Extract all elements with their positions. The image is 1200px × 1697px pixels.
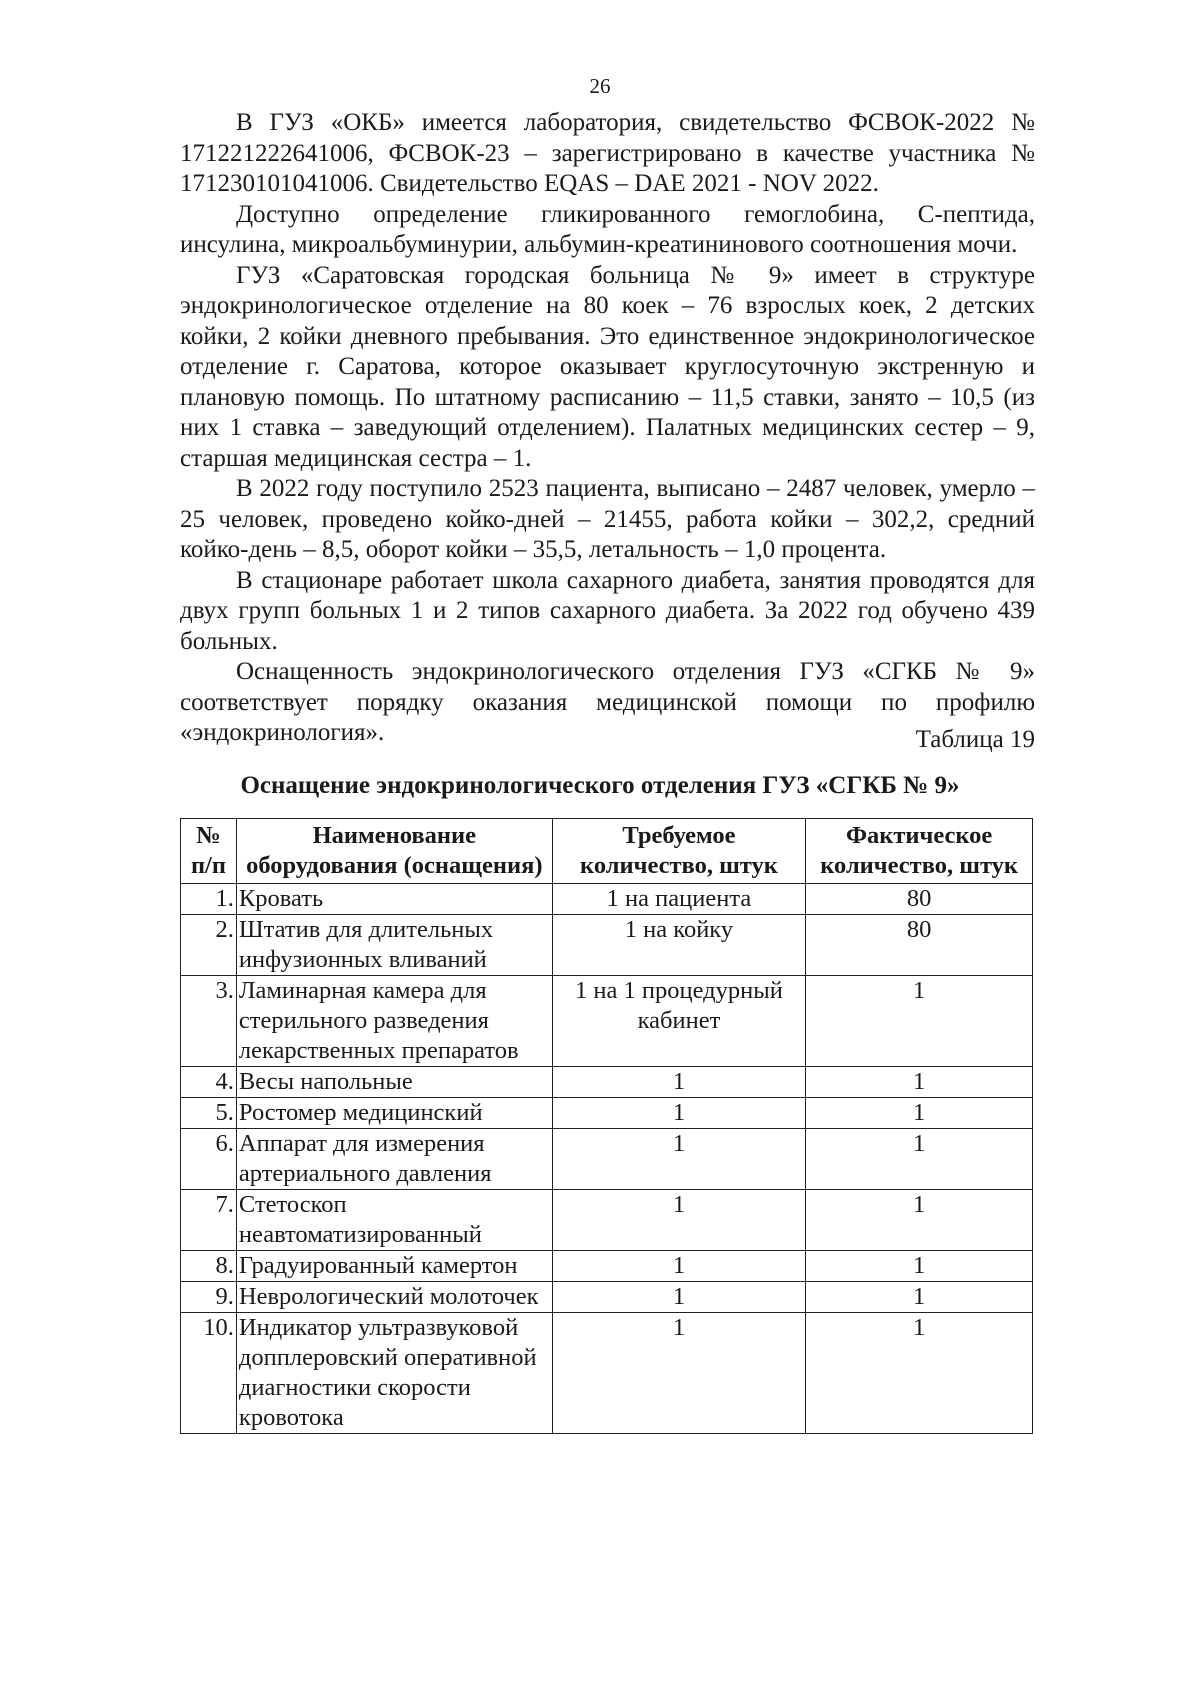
header-actual-quantity: Фактическое количество, штук [806, 819, 1033, 884]
required-quantity: 1 [552, 1067, 806, 1098]
paragraph-statistics: В 2022 году поступило 2523 пациента, выписано – 2487 человек, умерло – 25 человек, проведено койко-дней – 21455, работа койки – 302,2, средний койко-день – 8,5, оборот койки – 35,5, летальность – 1,0 процента. [180, 475, 1035, 563]
required-quantity: 1 [552, 1098, 806, 1129]
actual-quantity: 1 [806, 1067, 1033, 1098]
equipment-name: Весы напольные [236, 1067, 552, 1098]
equipment-name: Неврологический молоточек [236, 1282, 552, 1313]
actual-quantity: 1 [806, 1282, 1033, 1313]
required-quantity: 1 [552, 1129, 806, 1190]
row-number: 8. [181, 1251, 237, 1282]
equipment-table [180, 818, 1033, 1434]
required-quantity: 1 на койку [552, 915, 806, 976]
table-row [181, 1129, 1033, 1190]
table-row [181, 1098, 1033, 1129]
equipment-name: Стетоскоп неавтоматизированный [236, 1190, 552, 1251]
paragraph-hospital-structure: ГУЗ «Саратовская городская больница № 9» имеет в структуре эндокринологическое отделение на 80 коек – 76 взрослых коек, 2 детских койки, 2 койки дневного пребывания. Это единственное эндокринологическое отделение г. Саратова, которое оказывает круглосуточную экстренную и плановую помощь. По штатному расписанию – 11,5 ставки, занято – 10,5 (из них 1 ставка – заведующий отделением). Палатных медицинских сестер – 9, старшая медицинская сестра – 1. [180, 261, 1035, 472]
paragraph-diabetes-school: В стационаре работает школа сахарного диабета, занятия проводятся для двух групп больных 1 и 2 типов сахарного диабета. За 2022 год обучено 439 больных. [180, 566, 1035, 655]
actual-quantity: 1 [806, 1251, 1033, 1282]
equipment-name: Аппарат для измерения артериального давления [236, 1129, 552, 1190]
table-header-row [181, 819, 1033, 884]
actual-quantity: 1 [806, 1129, 1033, 1190]
table-row [181, 884, 1033, 915]
table-row [181, 1067, 1033, 1098]
actual-quantity: 1 [806, 1190, 1033, 1251]
table-title: Оснащение эндокринологического отделения ГУЗ «СГКБ № 9» [240, 772, 960, 799]
required-quantity: 1 на 1 процедурный кабинет [552, 976, 806, 1067]
row-number: 1. [181, 884, 237, 915]
actual-quantity: 80 [806, 884, 1033, 915]
equipment-name: Ростомер медицинский [236, 1098, 552, 1129]
required-quantity: 1 [552, 1251, 806, 1282]
table-row [181, 976, 1033, 1067]
actual-quantity: 1 [806, 976, 1033, 1067]
page-number: 26 [589, 74, 611, 98]
row-number: 9. [181, 1282, 237, 1313]
paragraph-equipment-compliance: Оснащенность эндокринологического отделения ГУЗ «СГКБ № 9» соответствует порядку оказания медицинской помощи по профилю «эндокринология». [180, 658, 1035, 746]
actual-quantity: 1 [806, 1098, 1033, 1129]
actual-quantity: 80 [806, 915, 1033, 976]
table-row [181, 1282, 1033, 1313]
required-quantity: 1 [552, 1282, 806, 1313]
row-number: 10. [181, 1313, 237, 1434]
row-number: 2. [181, 915, 237, 976]
required-quantity: 1 [552, 1313, 806, 1434]
header-equipment-name: Наименование оборудования (оснащения) [236, 819, 552, 884]
equipment-name: Ламинарная камера для стерильного разведения лекарственных препаратов [236, 976, 552, 1067]
actual-quantity: 1 [806, 1313, 1033, 1434]
required-quantity: 1 на пациента [552, 884, 806, 915]
row-number: 5. [181, 1098, 237, 1129]
table-row [181, 1251, 1033, 1282]
required-quantity: 1 [552, 1190, 806, 1251]
body-text [180, 108, 1035, 749]
header-required-quantity: Требуемое количество, штук [552, 819, 806, 884]
equipment-name: Градуированный камертон [236, 1251, 552, 1282]
header-number: № п/п [181, 819, 237, 884]
equipment-name: Кровать [236, 884, 552, 915]
equipment-name: Индикатор ультразвуковой допплеровский оперативной диагностики скорости кровотока [236, 1313, 552, 1434]
table-row [181, 1190, 1033, 1251]
paragraph-laboratory: В ГУЗ «ОКБ» имеется лаборатория, свидетельство ФСВОК-2022 № 171221222641006, ФСВОК-23 – зарегистрировано в качестве участника № 171230101041006. Свидетельство EQAS – DAE 2021 - NOV 2022. [180, 109, 1035, 197]
paragraph-tests: Доступно определение гликированного гемоглобина, С-пептида, инсулина, микроальбуминурии, альбумин-креатининового соотношения мочи. [180, 200, 1035, 258]
row-number: 4. [181, 1067, 237, 1098]
table-label: Таблица 19 [915, 726, 1035, 753]
row-number: 6. [181, 1129, 237, 1190]
table-row [181, 915, 1033, 976]
table-row [181, 1313, 1033, 1434]
row-number: 3. [181, 976, 237, 1067]
row-number: 7. [181, 1190, 237, 1251]
equipment-name: Штатив для длительных инфузионных вливаний [236, 915, 552, 976]
